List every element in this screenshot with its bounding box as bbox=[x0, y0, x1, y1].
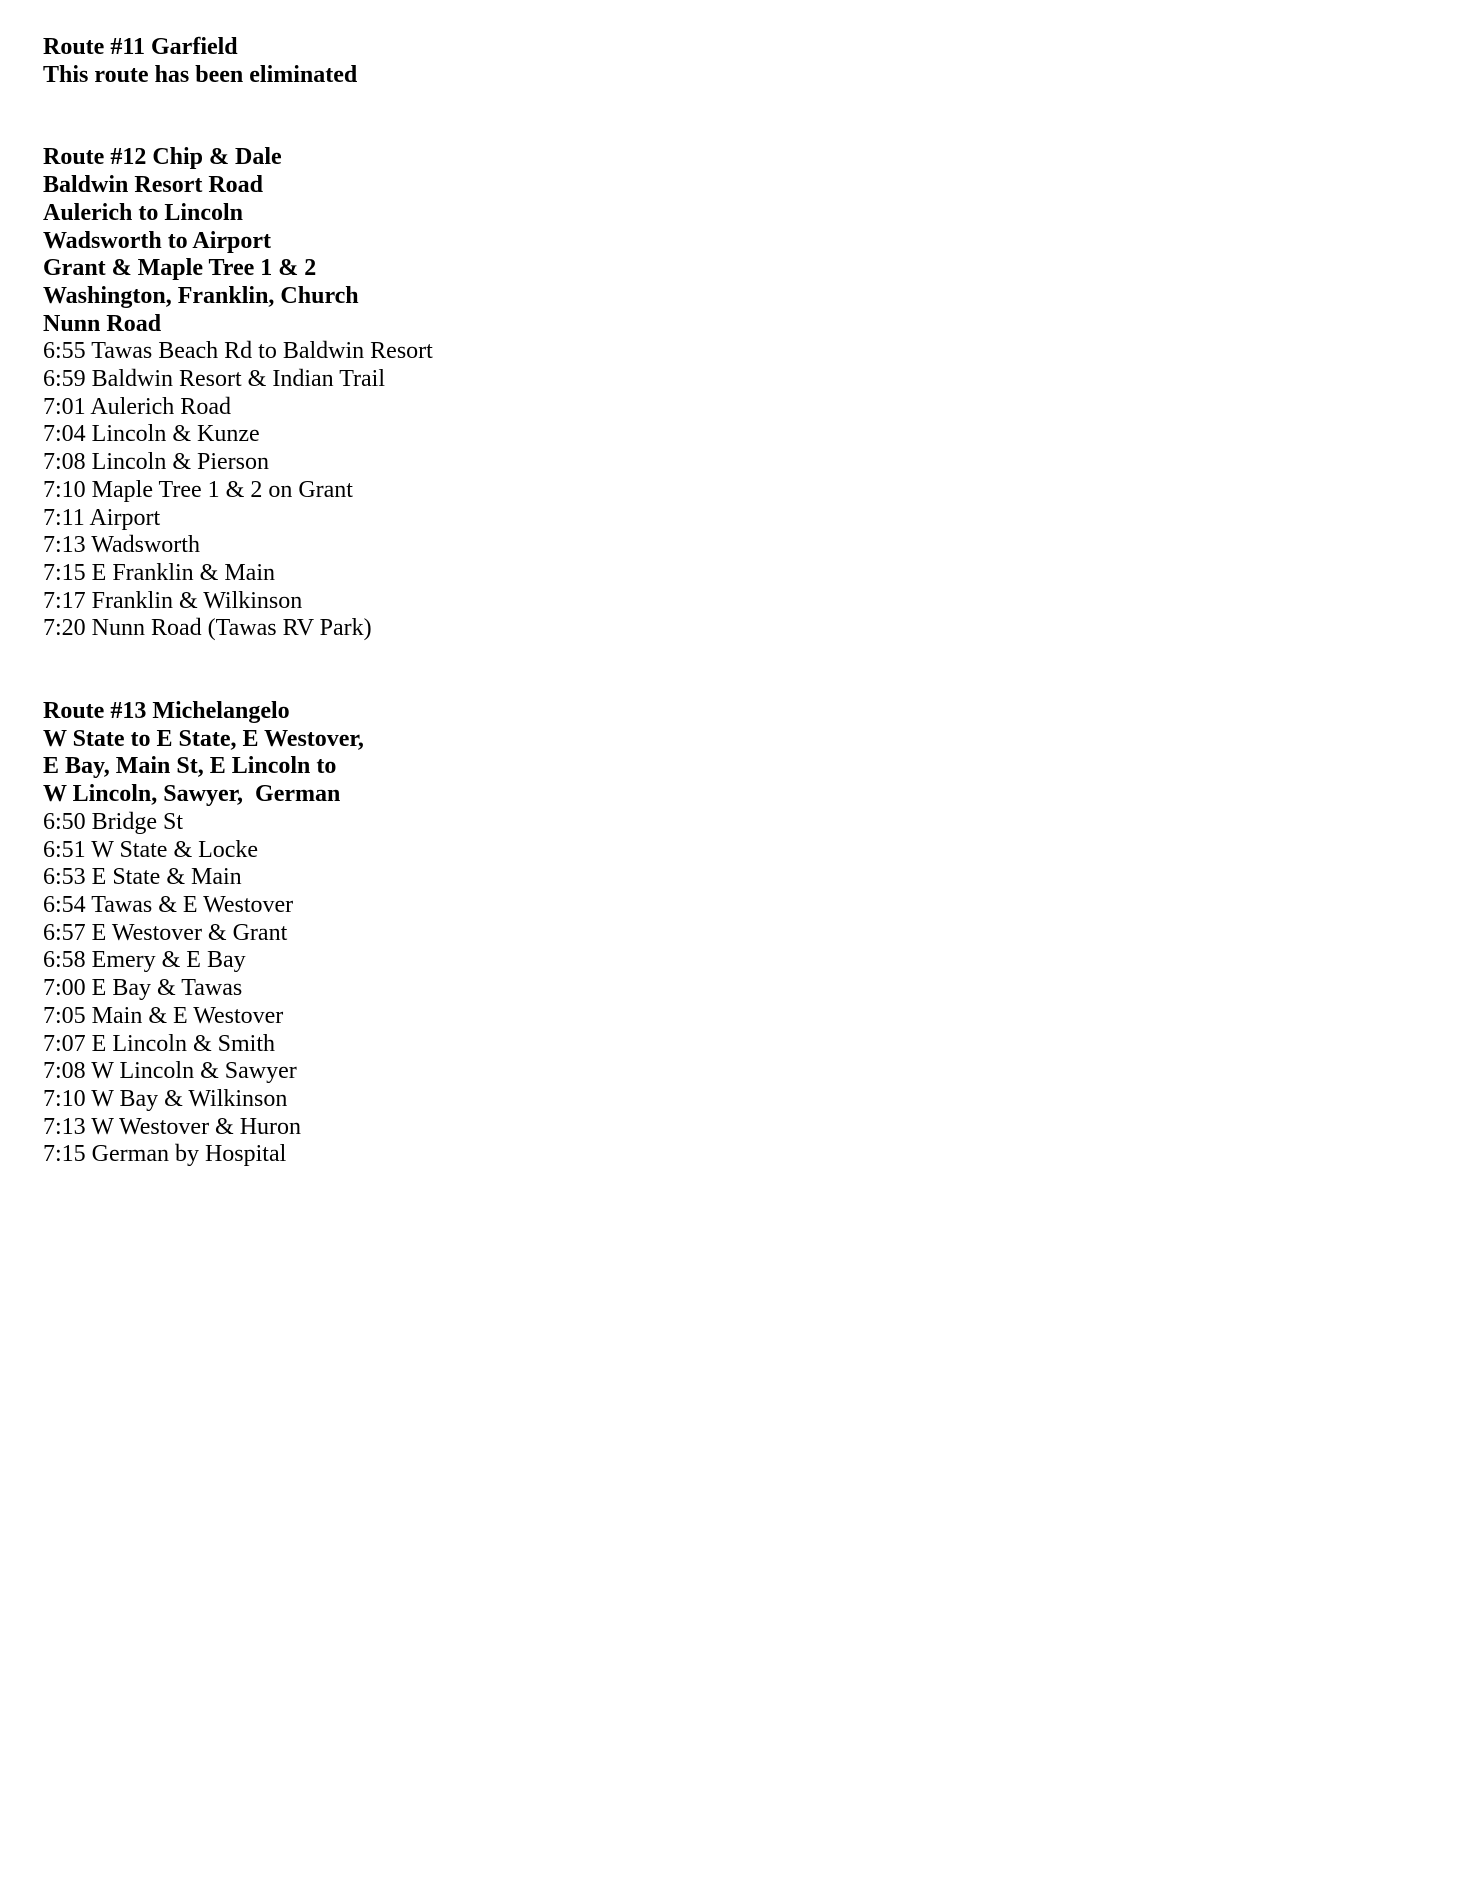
route-description-line: Grant & Maple Tree 1 & 2 bbox=[43, 255, 317, 282]
route-stop: 6:54 Tawas & E Westover bbox=[43, 891, 294, 918]
route-description-line: Baldwin Resort Road bbox=[43, 172, 264, 199]
route-stop: 6:51 W State & Locke bbox=[43, 836, 259, 863]
route-description-line: W Lincoln, Sawyer, German bbox=[43, 781, 341, 808]
route-stop: 7:04 Lincoln & Kunze bbox=[43, 421, 260, 448]
document-page bbox=[43, 34, 1423, 1169]
route-stop: 7:08 Lincoln & Pierson bbox=[43, 449, 269, 476]
route-description-line: E Bay, Main St, E Lincoln to bbox=[43, 753, 337, 780]
route-stop: 7:10 W Bay & Wilkinson bbox=[43, 1085, 288, 1112]
route-12 bbox=[43, 144, 1423, 643]
route-stop: 7:01 Aulerich Road bbox=[43, 393, 231, 420]
route-stop: 7:08 W Lincoln & Sawyer bbox=[43, 1058, 297, 1085]
route-title: Route #13 Michelangelo bbox=[43, 698, 290, 725]
route-13 bbox=[43, 698, 1423, 1169]
route-stop: 7:20 Nunn Road (Tawas RV Park) bbox=[43, 615, 372, 642]
route-stop: 7:17 Franklin & Wilkinson bbox=[43, 587, 303, 614]
route-stop: 7:00 E Bay & Tawas bbox=[43, 975, 243, 1002]
route-stop: 7:15 German by Hospital bbox=[43, 1141, 287, 1168]
route-stop: 7:05 Main & E Westover bbox=[43, 1002, 284, 1029]
route-stop: 6:58 Emery & E Bay bbox=[43, 947, 246, 974]
route-stop: 7:11 Airport bbox=[43, 504, 161, 531]
route-stop: 6:59 Baldwin Resort & Indian Trail bbox=[43, 366, 385, 393]
route-stop: 6:57 E Westover & Grant bbox=[43, 919, 288, 946]
route-stop: 6:53 E State & Main bbox=[43, 864, 242, 891]
route-stop: 6:50 Bridge St bbox=[43, 808, 184, 835]
route-title: Route #11 Garfield bbox=[43, 34, 238, 60]
route-description-line: Washington, Franklin, Church bbox=[43, 282, 359, 309]
route-stop: 7:13 W Westover & Huron bbox=[43, 1113, 302, 1140]
route-stop: 7:13 Wadsworth bbox=[43, 532, 200, 559]
route-description-line: This route has been eliminated bbox=[43, 61, 358, 88]
route-description-line: W State to E State, E Westover, bbox=[43, 725, 364, 752]
route-description-line: Aulerich to Lincoln bbox=[43, 199, 244, 226]
route-11 bbox=[43, 34, 1423, 89]
route-stop: 7:07 E Lincoln & Smith bbox=[43, 1030, 275, 1057]
route-description-line: Wadsworth to Airport bbox=[43, 227, 271, 254]
route-title: Route #12 Chip & Dale bbox=[43, 144, 282, 171]
route-stop: 7:10 Maple Tree 1 & 2 on Grant bbox=[43, 476, 353, 503]
route-stop: 7:15 E Franklin & Main bbox=[43, 559, 275, 586]
route-stop: 6:55 Tawas Beach Rd to Baldwin Resort bbox=[43, 338, 433, 365]
route-description-line: Nunn Road bbox=[43, 310, 162, 337]
